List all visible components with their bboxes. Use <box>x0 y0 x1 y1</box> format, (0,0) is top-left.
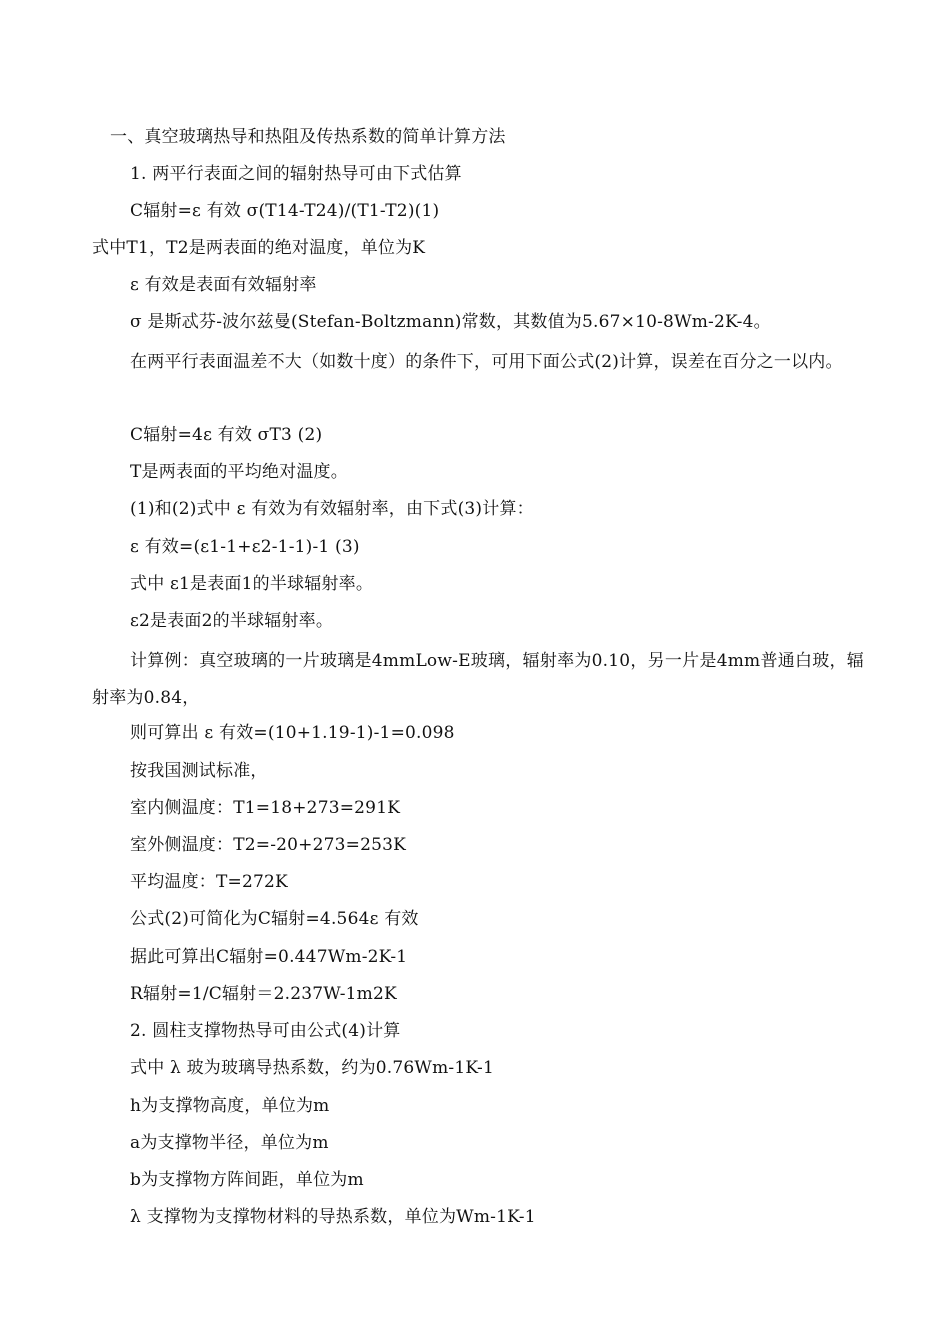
formula-3: ε 有效=(ε1-1+ε2-1-1)-1 (3) <box>130 537 360 557</box>
text-line: 公式(2)可简化为C辐射=4.564ε 有效 <box>130 909 419 929</box>
text-line: 式中 ε1是表面1的半球辐射率。 <box>130 574 374 594</box>
subsection-2-title: 2. 圆柱支撑物热导可由公式(4)计算 <box>130 1021 401 1041</box>
text-line: 则可算出 ε 有效=(10+1.19-1)-1=0.098 <box>130 723 455 743</box>
text-line: (1)和(2)式中 ε 有效为有效辐射率，由下式(3)计算： <box>130 499 534 519</box>
text-line: 据此可算出C辐射=0.447Wm-2K-1 <box>130 947 408 967</box>
text-line: 按我国测试标准， <box>130 761 268 781</box>
text-line: a为支撑物半径，单位为m <box>130 1133 329 1153</box>
text-line: 式中 λ 玻为玻璃导热系数，约为0.76Wm-1K-1 <box>130 1058 495 1078</box>
text-line: ε 有效是表面有效辐射率 <box>130 275 317 295</box>
text-line: λ 支撑物为支撑物材料的导热系数，单位为Wm-1K-1 <box>130 1207 536 1227</box>
formula-2: C辐射=4ε 有效 σT3 (2) <box>130 425 323 445</box>
text-line: ε2是表面2的半球辐射率。 <box>130 611 334 631</box>
formula-1: C辐射=ε 有效 σ(T14-T24)/(T1-T2)(1) <box>130 201 440 221</box>
text-line: 室外侧温度：T2=-20+273=253K <box>130 835 407 855</box>
text-line: 平均温度：T=272K <box>130 872 288 892</box>
text-line: σ 是斯忒芬-波尔兹曼(Stefan-Boltzmann)常数，其数值为5.67×10-8Wm-2K-4。 <box>130 312 771 332</box>
example-paragraph: 计算例：真空玻璃的一片玻璃是4mmLow-E玻璃，辐射率为0.10，另一片是4mm普通白玻，辐射率为0.84， <box>92 651 864 708</box>
text-line: 室内侧温度：T1=18+273=291K <box>130 798 401 818</box>
paragraph: 在两平行表面温差不大（如数十度）的条件下，可用下面公式(2)计算，误差在百分之一以内。 <box>130 352 843 372</box>
text-line: T是两表面的平均绝对温度。 <box>130 462 348 482</box>
text-line: b为支撑物方阵间距，单位为m <box>130 1170 364 1190</box>
text-line: 式中T1，T2是两表面的绝对温度，单位为K <box>92 238 426 258</box>
subsection-1-title: 1. 两平行表面之间的辐射热导可由下式估算 <box>130 164 462 184</box>
text-line: h为支撑物高度，单位为m <box>130 1096 330 1116</box>
section-heading: 一、真空玻璃热导和热阻及传热系数的简单计算方法 <box>110 127 506 147</box>
text-line: R辐射=1/C辐射＝2.237W-1m2K <box>130 984 397 1004</box>
